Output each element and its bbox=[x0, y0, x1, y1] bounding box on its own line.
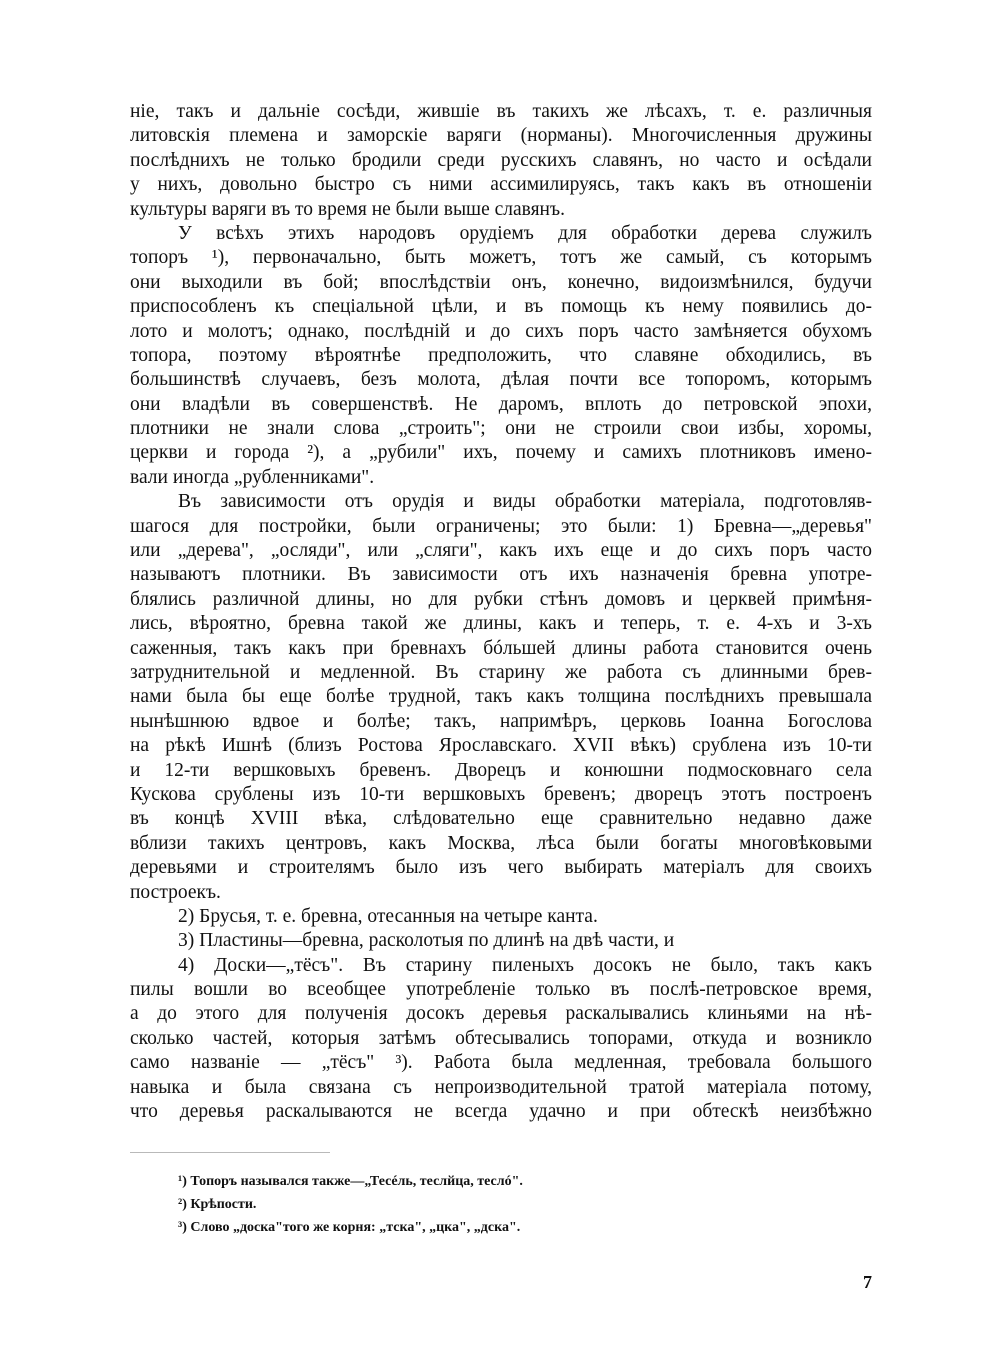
text-line: вали иногда „рубленниками". bbox=[130, 466, 375, 488]
page-number: 7 bbox=[863, 1272, 872, 1292]
text-line: или „дерева", „осляди", или „сляги", какъ ихъ еще и до сихъ поръ часто bbox=[130, 540, 872, 562]
text-line: на рѣкѣ Ишнѣ (близъ Ростова Ярославскаго. XVII вѣкъ) срублена изъ 10-ти bbox=[130, 735, 872, 757]
text-line: само названіе — „тёсъ" ³). Работа была медленная, требовала большого bbox=[130, 1052, 872, 1074]
text-line: 4) Доски—„тёсъ". Въ старину пиленыхъ досокъ не было, такъ какъ bbox=[178, 954, 872, 976]
text-line: приспособленъ къ спеціальной цѣли, и въ помощь къ нему появились до- bbox=[130, 296, 872, 318]
text-line: послѣднихъ не только бродили среди русскихъ славянъ, но часто и осѣдали bbox=[130, 149, 872, 171]
main-text bbox=[130, 100, 872, 1124]
text-line: деревьями и строителямъ было изъ чего выбирать матеріалъ для своихъ bbox=[130, 857, 872, 879]
text-line: церкви и города ²), а „рубили" ихъ, почему и самихъ плотниковъ имено- bbox=[130, 442, 872, 464]
text-line: они выходили въ бой; впослѣдствіи онъ, конечно, видоизмѣнился, будучи bbox=[130, 271, 872, 293]
text-line: построекъ. bbox=[130, 881, 221, 903]
text-line: топоръ ¹), первоначально, быть можетъ, тотъ же самый, съ которымъ bbox=[130, 247, 872, 269]
text-line: вблизи такихъ центровъ, какъ Москва, лѣса были богаты многовѣковыми bbox=[130, 832, 872, 854]
text-line: саженныя, такъ какъ при бревнахъ бóльшей длины работа становится очень bbox=[130, 637, 872, 659]
footnote: ²) Крѣпости. bbox=[178, 1197, 257, 1212]
text-line: пилы вошли во всеобщее употребленіе только въ послѣ-петровское время, bbox=[130, 979, 872, 1001]
text-line: Въ зависимости отъ орудія и виды обработки матеріала, подготовляв- bbox=[178, 491, 872, 513]
text-line: называютъ плотники. Въ зависимости отъ ихъ назначенія бревна употре- bbox=[130, 564, 872, 586]
text-line: и 12-ти вершковыхъ бревенъ. Дворецъ и конюшни подмосковнаго села bbox=[130, 759, 872, 781]
text-line: литовскія племена и заморскіе варяги (норманы). Многочисленныя дружины bbox=[130, 125, 872, 147]
text-line: затруднительной и медленной. Въ старину же работа съ длинными брев- bbox=[130, 661, 872, 683]
text-line: что деревья раскалываются не всегда удачно и при обтескѣ неизбѣжно bbox=[130, 1101, 872, 1123]
text-line: они владѣли въ совершенствѣ. Не даромъ, вплоть до петровской эпохи, bbox=[130, 393, 872, 415]
text-line: шагося для постройки, были ограничены; это были: 1) Бревна—„деревья" bbox=[130, 515, 872, 537]
text-line: 2) Брусья, т. е. бревна, отесанныя на четыре канта. bbox=[178, 905, 598, 927]
footnote-divider bbox=[130, 1152, 330, 1153]
text-line: нами была бы еще болѣе трудной, такъ какъ толщина послѣднихъ превышала bbox=[130, 686, 872, 708]
text-line: У всѣхъ этихъ народовъ орудіемъ для обработки дерева служилъ bbox=[178, 222, 872, 244]
text-line: топора, поэтому вѣроятнѣе предположить, что славяне обходились, въ bbox=[130, 344, 872, 366]
text-line: Кускова срублены изъ 10-ти вершковыхъ бревенъ; дворецъ этотъ построенъ bbox=[130, 783, 872, 805]
footnote: ³) Слово „доска"того же корня: „тска", „цка", „дска". bbox=[178, 1220, 521, 1235]
text-line: навыка и была связана съ непроизводительной тратой матеріала потому, bbox=[130, 1076, 872, 1098]
text-line: 3) Пластины—бревна, расколотыя по длинѣ на двѣ части, и bbox=[178, 930, 675, 952]
text-line: сколько частей, которыя затѣмъ обтесывались топорами, откуда и возникло bbox=[130, 1027, 872, 1049]
text-line: нынѣшнюю вдвое и болѣе; такъ, напримѣръ, церковь Іоанна Богослова bbox=[130, 710, 872, 732]
text-line: блялись различной длины, но для рубки стѣнъ домовъ и церквей примѣня- bbox=[130, 588, 872, 610]
text-line: а до этого для полученія досокъ деревья раскалывались клиньями на нѣ- bbox=[130, 1003, 872, 1025]
text-line: ніе, такъ и дальніе сосѣди, жившіе въ такихъ же лѣсахъ, т. е. различныя bbox=[130, 101, 872, 122]
text-line: у нихъ, довольно быстро съ ними ассимилируясь, такъ какъ въ отношеніи bbox=[130, 174, 872, 196]
text-line: культуры варяги въ то время не были выше славянъ. bbox=[130, 198, 565, 220]
text-line: плотники не знали слова „строить"; они не строили свои избы, хоромы, bbox=[130, 418, 872, 440]
text-line: въ концѣ XVIII вѣка, слѣдовательно еще сравнительно недавно даже bbox=[130, 808, 872, 830]
text-line: лото и молотъ; однако, послѣдній и до сихъ поръ часто замѣняется обухомъ bbox=[130, 320, 872, 342]
footnote: ¹) Топоръ назывался также—„Тесéль, теслйца, теслó". bbox=[178, 1174, 523, 1189]
footnotes bbox=[178, 1170, 798, 1239]
text-line: большинствѣ случаевъ, безъ молота, дѣлая почти все топоромъ, которымъ bbox=[130, 369, 872, 391]
text-line: лись, вѣроятно, бревна такой же длины, какъ и теперь, т. е. 4-хъ и 3-хъ bbox=[130, 613, 872, 635]
